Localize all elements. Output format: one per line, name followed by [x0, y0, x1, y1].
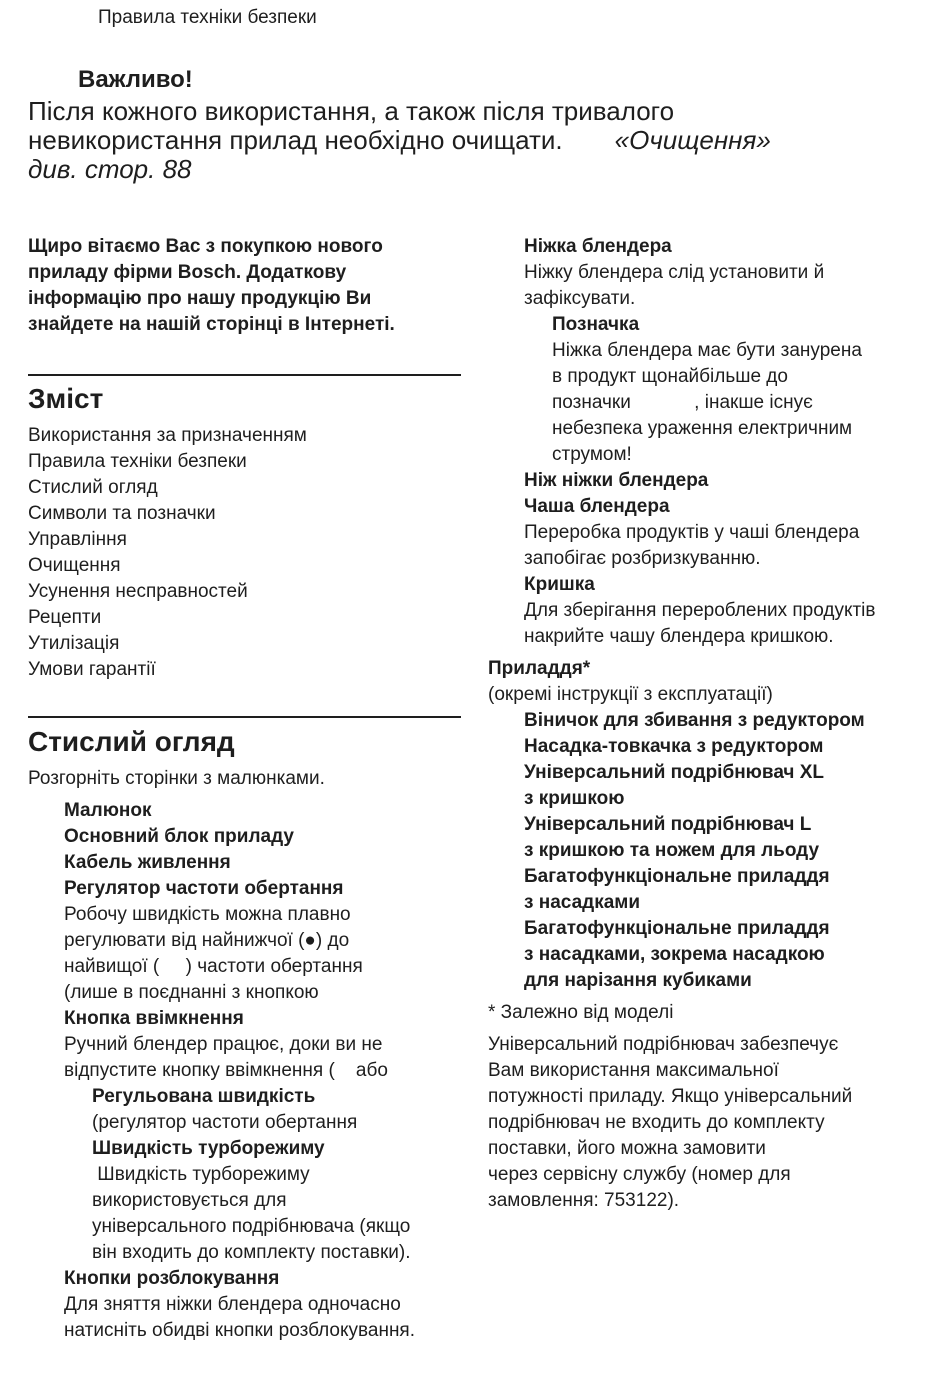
cleaning-reference: «Очищення» [614, 125, 771, 155]
model-footnote: * Залежно від моделі [488, 1002, 674, 1023]
accessory-item: з кришкою та ножем для льоду [524, 840, 820, 861]
accessories-title: Приладдя [488, 658, 583, 679]
accessory-item: для нарізання кубиками [524, 970, 752, 991]
main-unit-label: Основний блок приладу [64, 826, 294, 847]
accessory-item: Багатофункціональне приладдя [524, 918, 830, 939]
mark-text: позначки , інакше існує [552, 392, 813, 413]
mark-text: в продукт щонайбільше до [552, 366, 788, 387]
speed-regulator-text: Робочу швидкість можна плавно [64, 904, 351, 925]
speed-regulator-label: Регулятор частоти обертання [64, 878, 344, 899]
section-divider [28, 374, 461, 376]
universal-chopper-text: потужності приладу. Якщо універсальний [488, 1086, 853, 1107]
section-divider [28, 716, 461, 718]
important-line-2-text: невикористання прилад необхідно очищати. [28, 125, 563, 155]
universal-chopper-text: Універсальний подрібнювач забезпечує [488, 1034, 839, 1055]
on-button-text: Ручний блендер працює, доки ви не [64, 1034, 383, 1055]
accessories-subtitle: (окремі інструкції з експлуатації) [488, 684, 773, 705]
on-button-label: Кнопка ввімкнення [64, 1008, 244, 1029]
turbo-speed-text: він входить до комплекту поставки). [92, 1242, 411, 1263]
lid-label: Кришка [524, 574, 595, 595]
blender-foot-text: зафіксувати. [524, 288, 636, 309]
overview-content [28, 766, 468, 1344]
universal-chopper-text: поставки, його можна замовити [488, 1138, 766, 1159]
blender-knife-label: Ніж ніжки блендера [524, 470, 709, 491]
important-title: Важливо! [78, 66, 193, 93]
accessory-item: Багатофункціональне приладдя [524, 866, 830, 887]
universal-chopper-text: подрібнювач не входить до комплекту [488, 1112, 825, 1133]
unlock-buttons-text: натисніть обидві кнопки розблокування. [64, 1320, 415, 1341]
universal-chopper-text: Вам використання максимальної [488, 1060, 779, 1081]
figure-label: Малюнок [64, 800, 152, 821]
overview-title: Стислий огляд [28, 726, 235, 757]
toc-item: Символи та позначки [28, 503, 216, 524]
important-line-2 [28, 126, 928, 155]
turbo-speed-text: Швидкість турборежиму [92, 1164, 310, 1185]
unlock-buttons-label: Кнопки розблокування [64, 1268, 280, 1289]
intro-line: знайдете на нашій сторінці в Інтернеті. [28, 314, 395, 335]
important-line-3: див. стор. 88 [28, 154, 192, 184]
toc-title: Зміст [28, 383, 104, 414]
intro-line: інформацію про нашу продукцію Ви [28, 288, 372, 309]
important-line-1: Після кожного використання, а також після тривалого [28, 96, 675, 126]
blender-bowl-text: Переробка продуктів у чаші блендера [524, 522, 860, 543]
accessory-item: Універсальний подрібнювач XL [524, 762, 825, 783]
toc-item: Правила техніки безпеки [28, 451, 247, 472]
universal-chopper-text: через сервісну службу (номер для [488, 1164, 791, 1185]
accessories-asterisk: * [582, 658, 591, 679]
turbo-speed-text: універсального подрібнювача (якщо [92, 1216, 411, 1237]
mark-text: Ніжка блендера має бути занурена [552, 340, 862, 361]
accessory-item: з кришкою [524, 788, 625, 809]
accessory-item: з насадками, зокрема насадкою [524, 944, 825, 965]
page-header: Правила техніки безпеки [98, 7, 317, 28]
blender-bowl-text: запобігає розбризкуванню. [524, 548, 761, 569]
accessory-item: Насадка-товкачка з редуктором [524, 736, 824, 757]
mark-text: струмом! [552, 444, 632, 465]
overview-intro: Розгорніть сторінки з малюнками. [28, 768, 325, 789]
intro-line: приладу фірми Bosch. Додаткову [28, 262, 347, 283]
important-note [28, 97, 928, 184]
toc-item: Стислий огляд [28, 477, 158, 498]
accessory-item: Універсальний подрібнювач L [524, 814, 812, 835]
speed-regulator-text: найвищої ( ) частоти обертання [64, 956, 363, 977]
toc-item: Використання за призначенням [28, 425, 307, 446]
toc-item: Утилізація [28, 633, 120, 654]
accessory-item: Віничок для збивання з редуктором [524, 710, 865, 731]
toc-item: Умови гарантії [28, 659, 156, 680]
accessories-label [488, 656, 938, 682]
on-button-text: відпустите кнопку ввімкнення ( або [64, 1060, 388, 1081]
lid-text: накрийте чашу блендера кришкою. [524, 626, 834, 647]
lid-text: Для зберігання перероблених продуктів [524, 600, 876, 621]
mark-label: Позначка [552, 314, 640, 335]
universal-chopper-text: замовлення: 753122). [488, 1190, 680, 1211]
adjustable-speed-text: (регулятор частоти обертання [92, 1112, 358, 1133]
intro-paragraph [28, 234, 478, 338]
blender-foot-label: Ніжка блендера [524, 236, 672, 257]
toc-item: Рецепти [28, 607, 102, 628]
mark-text: небезпека ураження електричним [552, 418, 853, 439]
adjustable-speed-label: Регульована швидкість [92, 1086, 316, 1107]
toc-item: Управління [28, 529, 127, 550]
cable-label: Кабель живлення [64, 852, 231, 873]
intro-line: Щиро вітаємо Вас з покупкою нового [28, 236, 383, 257]
blender-foot-text: Ніжку блендера слід установити й [524, 262, 825, 283]
turbo-speed-text: використовується для [92, 1190, 287, 1211]
blender-bowl-label: Чаша блендера [524, 496, 670, 517]
toc-list [28, 423, 468, 683]
accessory-item: з насадками [524, 892, 641, 913]
turbo-speed-label: Швидкість турборежиму [92, 1138, 325, 1159]
toc-item: Очищення [28, 555, 121, 576]
speed-regulator-text: (лише в поєднанні з кнопкою [64, 982, 319, 1003]
speed-regulator-text: регулювати від найнижчої (●) до [64, 930, 350, 951]
unlock-buttons-text: Для зняття ніжки блендера одночасно [64, 1294, 401, 1315]
blender-foot-section [488, 234, 938, 1214]
toc-item: Усунення несправностей [28, 581, 248, 602]
